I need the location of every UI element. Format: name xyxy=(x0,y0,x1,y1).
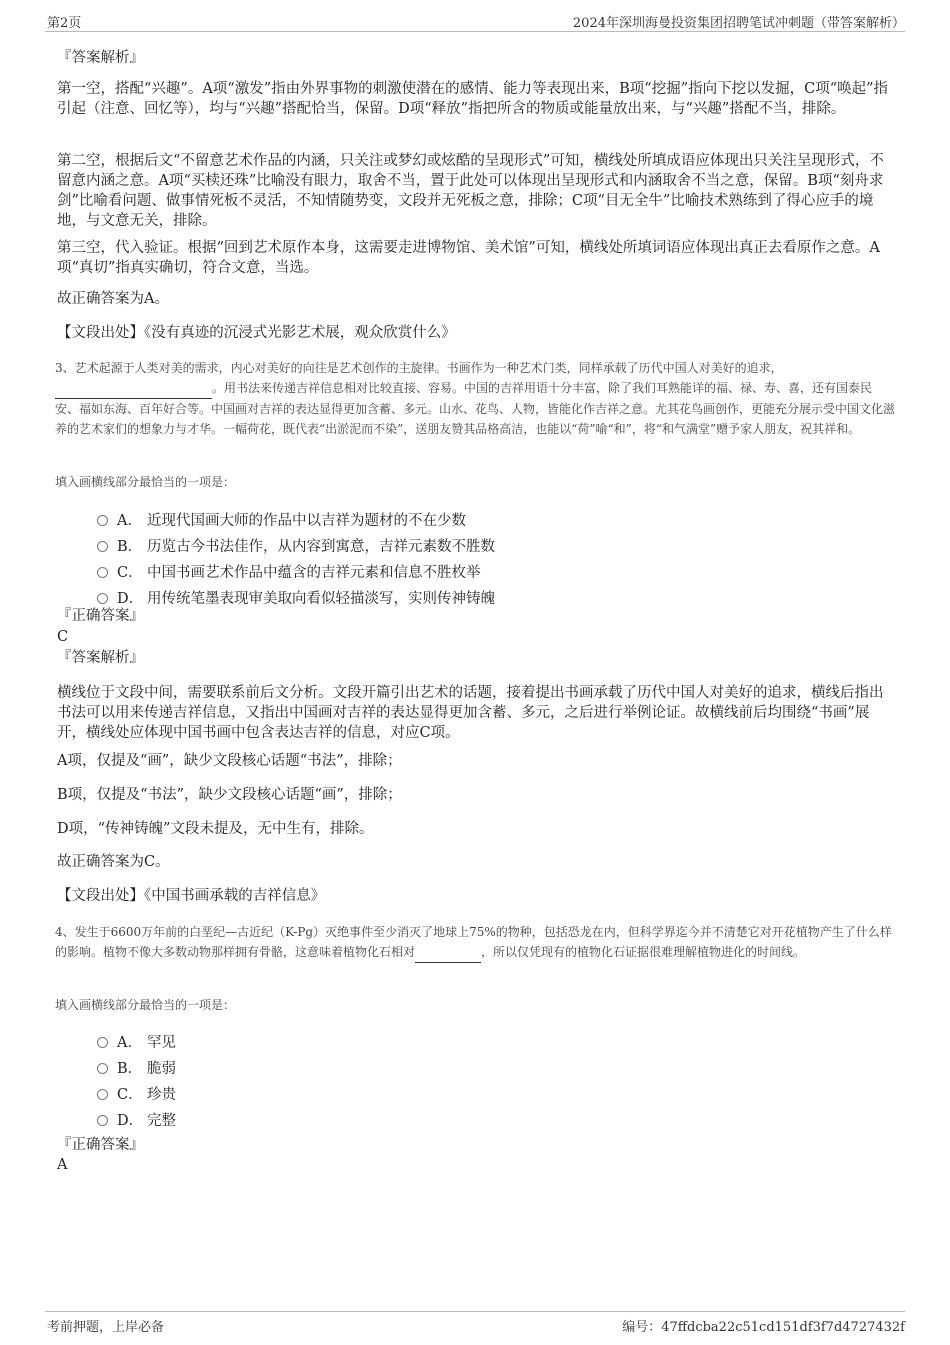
radio-icon[interactable] xyxy=(97,1115,108,1126)
option-c[interactable] xyxy=(97,1083,176,1104)
option-letter: D． xyxy=(117,591,144,607)
analysis-paragraph: 第三空，代入验证。根据“回到艺术原作本身，这需要走进博物馆、美术馆”可知，横线处所填词语应体现出真正去看原作之意。A项“真切”指真实确切，符合文意，当选。 xyxy=(57,240,880,276)
option-text: 完整 xyxy=(147,1113,176,1129)
option-letter: C． xyxy=(117,565,143,581)
radio-icon[interactable] xyxy=(97,593,108,604)
radio-icon[interactable] xyxy=(97,1063,108,1074)
option-b[interactable] xyxy=(97,535,495,556)
fill-blank xyxy=(415,942,481,963)
option-letter: D． xyxy=(117,1113,144,1129)
analysis-paragraph: 第一空，搭配“兴趣”。A项“激发”指由外界事物的刺激使潜在的感情、能力等表现出来，B项“挖掘”指向下挖以发掘，C项“唤起”指引起（注意、回忆等），均与“兴趣”搭配恰当，保留。D项“释放”指把所含的物质或能量放出来，与“兴趣”搭配不当，排除。 xyxy=(57,81,889,117)
answer-conclusion: 故正确答案为A。 xyxy=(57,291,169,307)
analysis-heading: 『答案解析』 xyxy=(57,650,144,666)
analysis-paragraph: D项，“传神铸魄”文段未提及，无中生有，排除。 xyxy=(57,821,374,837)
footer-divider xyxy=(45,1311,905,1312)
page-header xyxy=(0,0,950,32)
analysis-paragraph: A项，仅提及“画”，缺少文段核心话题“书法”，排除； xyxy=(57,753,402,769)
analysis-heading: 『答案解析』 xyxy=(57,50,144,66)
question-prompt: 填入画横线部分最恰当的一项是： xyxy=(55,475,236,489)
option-text: 罕见 xyxy=(147,1035,176,1051)
correct-answer-heading: 『正确答案』 xyxy=(57,1137,144,1153)
option-letter: C． xyxy=(117,1087,143,1103)
radio-icon[interactable] xyxy=(97,1089,108,1100)
correct-answer-heading: 『正确答案』 xyxy=(57,608,144,624)
page-number: 第2页 xyxy=(47,16,82,31)
answer-conclusion: 故正确答案为C。 xyxy=(57,854,170,870)
radio-icon[interactable] xyxy=(97,1037,108,1048)
passage-source: 【文段出处】《没有真迹的沉浸式光影艺术展，观众欣赏什么》 xyxy=(57,325,456,341)
stem-text-before: 3、艺术起源于人类对美的需求，内心对美好的向往是艺术创作的主旋律。书画作为一种艺术门类，同样承载了历代中国人对美好的追求， xyxy=(55,361,783,375)
option-letter: A． xyxy=(117,1035,142,1051)
option-text: 脆弱 xyxy=(147,1061,176,1077)
option-text: 中国书画艺术作品中蕴含的吉祥元素和信息不胜枚举 xyxy=(147,565,481,581)
document-title: 2024年深圳海曼投资集团招聘笔试冲刺题（带答案解析） xyxy=(572,16,905,31)
analysis-paragraph: 第二空，根据后文“不留意艺术作品的内涵，只关注或梦幻或炫酷的呈现形式”可知，横线处所填成语应体现出只关注呈现形式，不留意内涵之意。A项“买椟还珠”比喻没有眼力，取舍不当，置于此处可以体现出呈现形式和内涵取舍不当之意，保留。B项“刻舟求剑”比喻看问题、做事情死板不灵活，不知情随势变，文段并无死板之意，排除；C项“目无全牛”比喻技术熟练到了得心应手的境地，与文意无关，排除。 xyxy=(57,153,884,229)
analysis-paragraph: 横线位于文段中间，需要联系前后文分析。文段开篇引出艺术的话题，接着提出书画承载了历代中国人对美好的追求，横线后指出书法可以用来传递吉祥信息，又指出中国画对吉祥的表达显得更加含蓄、多元，之后进行举例论证。故横线前后均围绕“书画”展开，横线处应体现中国书画中包含表达吉祥的信息，对应C项。 xyxy=(57,685,884,741)
option-b[interactable] xyxy=(97,1057,176,1078)
stem-text-before: 4、发生于6600万年前的白垩纪—古近纪（K-Pg）灭绝事件至少消灭了地球上75%的物种，包括恐龙在内，但科学界迄今并不清楚它对开花植物产生了什么样的影响。植物不像大多数动物那样拥有骨骼，这意味着植物化石相对 xyxy=(55,925,892,959)
analysis-paragraph: B项，仅提及“书法”，缺少文段核心话题“画”，排除； xyxy=(57,787,402,803)
option-a[interactable] xyxy=(97,1031,176,1052)
stem-text-after: ，所以仅凭现有的植物化石证据很难理解植物进化的时间线。 xyxy=(481,945,806,959)
option-d[interactable] xyxy=(97,587,495,608)
correct-answer: C xyxy=(57,629,69,645)
radio-icon[interactable] xyxy=(97,541,108,552)
option-text: 历览古今书法佳作，从内容到寓意，吉祥元素数不胜数 xyxy=(147,539,495,555)
question-stem xyxy=(55,922,895,963)
passage-source: 【文段出处】《中国书画承载的吉祥信息》 xyxy=(57,888,326,904)
correct-answer: A xyxy=(57,1157,68,1173)
radio-icon[interactable] xyxy=(97,515,108,526)
option-letter: A． xyxy=(117,513,142,529)
question-prompt: 填入画横线部分最恰当的一项是： xyxy=(55,998,236,1012)
option-a[interactable] xyxy=(97,509,466,530)
option-d[interactable] xyxy=(97,1109,176,1130)
option-letter: B． xyxy=(117,539,143,555)
option-c[interactable] xyxy=(97,561,481,582)
footer-slogan: 考前押题，上岸必备 xyxy=(47,1320,165,1335)
option-letter: B． xyxy=(117,1061,143,1077)
stem-text-after: 。用书法来传递吉祥信息相对比较直接、容易。中国的吉祥用语十分丰富，除了我们耳熟能详的福、禄、寿、喜，还有国泰民安、福如东海、百年好合等。中国画对吉祥的表达显得更加含蓄、多元。山水、花鸟、人物，皆能化作吉祥之意。尤其花鸟画创作，更能充分展示受中国文化滋养的艺术家们的想象力与才华。一幅荷花，既代表“出淤泥而不染”，送朋友赞其品格高洁，也能以“荷”喻“和”，将“和气满堂”赠予家人朋友，祝其祥和。 xyxy=(55,381,896,436)
radio-icon[interactable] xyxy=(97,567,108,578)
option-text: 用传统笔墨表现审美取向看似轻描淡写，实则传神铸魄 xyxy=(147,591,495,607)
document-id: 编号：47ffdcba22c51cd151df3f7d4727432f xyxy=(622,1320,905,1335)
question-stem xyxy=(55,358,895,439)
header-divider xyxy=(45,31,905,32)
option-text: 珍贵 xyxy=(147,1087,176,1103)
option-text: 近现代国画大师的作品中以吉祥为题材的不在少数 xyxy=(147,513,466,529)
fill-blank xyxy=(55,378,212,399)
